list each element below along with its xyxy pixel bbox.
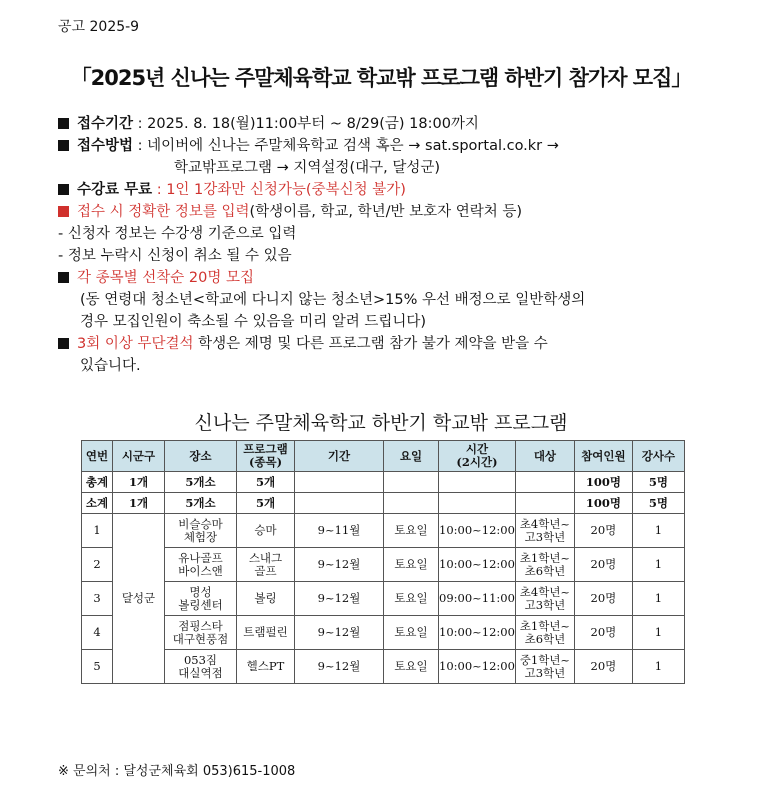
header-time-line2: (2시간) (456, 455, 498, 469)
venue-line1: 점핑스타 (178, 618, 223, 633)
total-row (82, 472, 685, 493)
period-line (58, 113, 479, 135)
total-label: 총계 (82, 472, 113, 493)
total-capacity: 100명 (574, 472, 632, 493)
venue-line2: 대실역점 (178, 665, 223, 680)
row-period: 9~12월 (295, 650, 384, 684)
method-line (58, 135, 559, 157)
row-target (515, 650, 574, 684)
row-time: 10:00~12:00 (439, 650, 516, 684)
venue-line2: 볼링센터 (178, 597, 223, 612)
subtotal-district: 1개 (113, 493, 165, 514)
row-no: 1 (82, 514, 113, 548)
row-capacity: 20명 (574, 616, 632, 650)
header-program-line1: 프로그램 (243, 442, 288, 456)
recruit-line-2: (동 연령대 청소년<학교에 다니지 않는 청소년>15% 우선 배정으로 일반학생의 (80, 292, 586, 308)
bullet-square-icon (58, 272, 69, 283)
accurate-info-red: 접수 시 정확한 정보를 입력 (77, 204, 250, 220)
row-capacity: 20명 (574, 650, 632, 684)
row-venue (165, 582, 237, 616)
header-capacity: 참여인원 (574, 441, 632, 472)
header-instructors: 강사수 (632, 441, 684, 472)
table-header-row (82, 441, 685, 472)
header-day: 요일 (384, 441, 439, 472)
header-no: 연번 (82, 441, 113, 472)
header-district: 시군구 (113, 441, 165, 472)
target-line2: 고3학년 (524, 597, 566, 612)
row-time: 10:00~12:00 (439, 514, 516, 548)
header-period: 기간 (295, 441, 384, 472)
header-target: 대상 (515, 441, 574, 472)
row-period: 9~12월 (295, 616, 384, 650)
district-cell: 달성군 (113, 514, 165, 684)
row-instructors: 1 (632, 650, 684, 684)
row-instructors: 1 (632, 548, 684, 582)
row-period: 9~11월 (295, 514, 384, 548)
subtotal-label: 소계 (82, 493, 113, 514)
document-title: 「2025년 신나는 주말체육학교 학교밖 프로그램 하반기 참가자 모집」 (70, 66, 692, 90)
row-day: 토요일 (384, 514, 439, 548)
table-row (82, 548, 685, 582)
target-line2: 초6학년 (524, 631, 566, 646)
row-target (515, 582, 574, 616)
method-label: 접수방법 (77, 138, 134, 154)
venue-line1: 명성 (189, 584, 212, 599)
row-venue (165, 616, 237, 650)
recruit-line-3: 경우 모집인원이 축소될 수 있음을 미리 알려 드립니다) (80, 314, 427, 330)
row-target (515, 514, 574, 548)
target-line1: 중1학년~ (519, 652, 571, 667)
total-district: 1개 (113, 472, 165, 493)
absence-line-2: 있습니다. (80, 358, 141, 374)
row-program: 트램펄린 (237, 616, 295, 650)
total-instructors: 5명 (632, 472, 684, 493)
subtotal-instructors: 5명 (632, 493, 684, 514)
target-line1: 초1학년~ (519, 618, 571, 633)
row-no: 3 (82, 582, 113, 616)
table-row (82, 514, 685, 548)
header-program-line2: (종목) (248, 455, 283, 469)
target-line2: 고3학년 (524, 665, 566, 680)
program-line2: 골프 (254, 563, 277, 578)
bullet-square-icon (58, 118, 69, 129)
fee-label: 수강료 무료 (77, 182, 153, 198)
program-line1: 스내그 (248, 550, 283, 565)
program-table (81, 440, 685, 684)
row-time: 10:00~12:00 (439, 548, 516, 582)
row-capacity: 20명 (574, 548, 632, 582)
row-no: 4 (82, 616, 113, 650)
row-target (515, 548, 574, 582)
row-day: 토요일 (384, 616, 439, 650)
bullet-square-icon (58, 206, 69, 217)
venue-line2: 바이스앤 (178, 563, 223, 578)
subtotal-program: 5개 (237, 493, 295, 514)
subtotal-capacity: 100명 (574, 493, 632, 514)
row-instructors: 1 (632, 582, 684, 616)
header-venue: 장소 (165, 441, 237, 472)
fee-line (58, 179, 406, 201)
table-row (82, 616, 685, 650)
absence-rest: 학생은 제명 및 다른 프로그램 참가 불가 제약을 받을 수 (193, 336, 548, 352)
total-venue: 5개소 (165, 472, 237, 493)
bullet-square-icon (58, 140, 69, 151)
row-capacity: 20명 (574, 582, 632, 616)
row-instructors: 1 (632, 514, 684, 548)
row-time: 09:00~11:00 (439, 582, 516, 616)
accurate-info-line (58, 201, 522, 223)
absence-line (58, 333, 548, 355)
fee-value: : 1인 1강좌만 신청가능(중복신청 불가) (156, 182, 406, 198)
row-day: 토요일 (384, 548, 439, 582)
method-value: : 네이버에 신나는 주말체육학교 검색 혹은 → sat.sportal.co.kr → (137, 138, 559, 154)
row-venue (165, 514, 237, 548)
venue-line2: 대구현풍점 (172, 631, 229, 646)
target-line1: 초4학년~ (519, 516, 571, 531)
row-period: 9~12월 (295, 548, 384, 582)
row-no: 2 (82, 548, 113, 582)
accurate-info-rest: (학생이름, 학교, 학년/반 보호자 연락처 등) (249, 204, 523, 220)
row-program: 볼링 (237, 582, 295, 616)
target-line1: 초4학년~ (519, 584, 571, 599)
target-line2: 초6학년 (524, 563, 566, 578)
recruit-line (58, 267, 254, 289)
method-line-2: 학교밖프로그램 → 지역설정(대구, 달성군) (174, 160, 441, 176)
header-program (237, 441, 295, 472)
period-label: 접수기간 (77, 116, 134, 132)
row-capacity: 20명 (574, 514, 632, 548)
bullet-square-icon (58, 184, 69, 195)
contact-info: ※ 문의처 : 달성군체육회 053)615-1008 (58, 764, 296, 779)
bullet-square-icon (58, 338, 69, 349)
venue-line2: 체험장 (183, 529, 218, 544)
target-line1: 초1학년~ (519, 550, 571, 565)
row-instructors: 1 (632, 616, 684, 650)
row-program: 승마 (237, 514, 295, 548)
row-program: 헬스PT (237, 650, 295, 684)
row-time: 10:00~12:00 (439, 616, 516, 650)
absence-red: 3회 이상 무단결석 (77, 336, 194, 352)
subtotal-row (82, 493, 685, 514)
table-row (82, 650, 685, 684)
row-day: 토요일 (384, 582, 439, 616)
total-program: 5개 (237, 472, 295, 493)
target-line2: 고3학년 (524, 529, 566, 544)
row-program (237, 548, 295, 582)
venue-line1: 비슬승마 (178, 516, 223, 531)
row-target (515, 616, 574, 650)
row-no: 5 (82, 650, 113, 684)
sub-note-1: - 신청자 정보는 수강생 기준으로 입력 (58, 226, 297, 242)
notice-number: 공고 2025-9 (58, 19, 140, 35)
row-venue (165, 548, 237, 582)
header-time-line1: 시간 (465, 442, 489, 456)
venue-line1: 053짐 (183, 652, 218, 667)
period-value: : 2025. 8. 18(월)11:00부터 ~ 8/29(금) 18:00까지 (137, 116, 479, 132)
row-venue (165, 650, 237, 684)
sub-note-2: - 정보 누락시 신청이 취소 될 수 있음 (58, 248, 292, 264)
row-day: 토요일 (384, 650, 439, 684)
table-row (82, 582, 685, 616)
header-time (439, 441, 516, 472)
subtotal-venue: 5개소 (165, 493, 237, 514)
recruit-red: 각 종목별 선착순 20명 모집 (77, 270, 254, 286)
row-period: 9~12월 (295, 582, 384, 616)
table-title: 신나는 주말체육학교 하반기 학교밖 프로그램 (194, 412, 568, 434)
venue-line1: 유나골프 (178, 550, 223, 565)
